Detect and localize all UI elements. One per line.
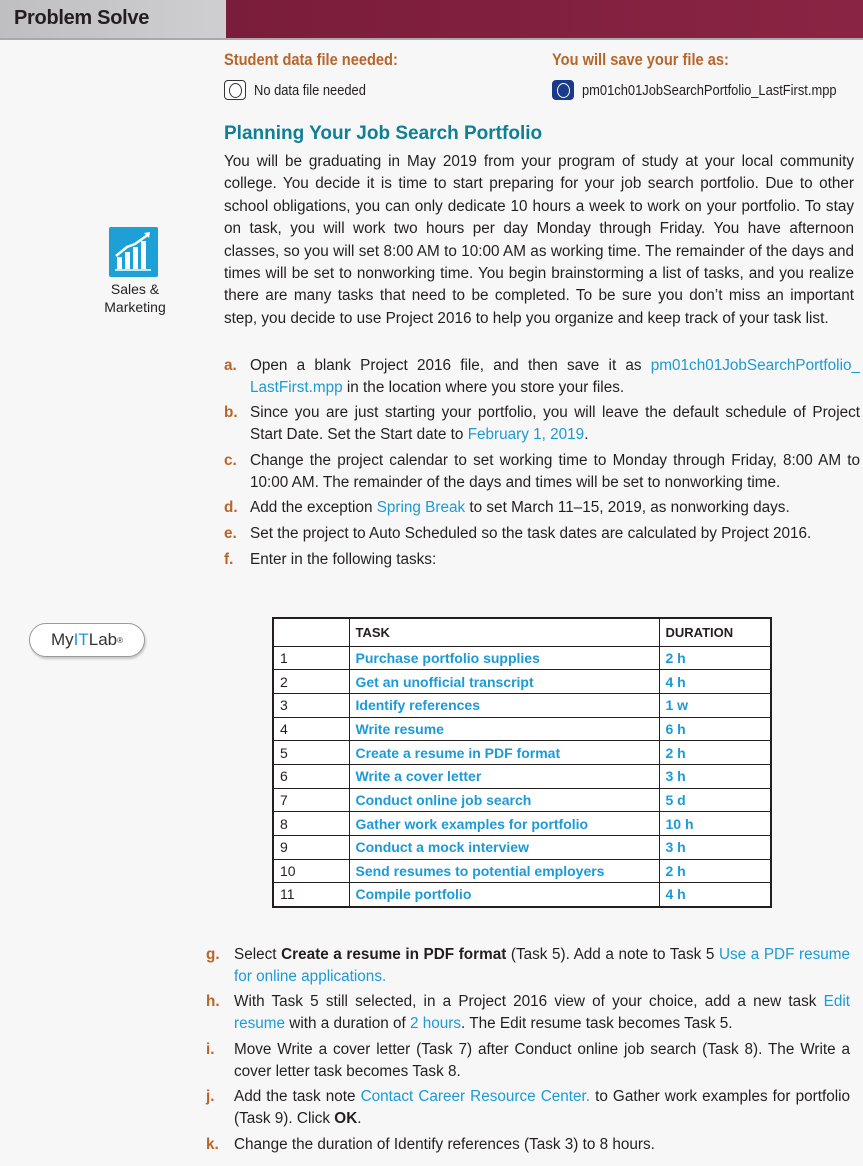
intro-paragraph: You will be graduating in May 2019 from your program of study at your local community college. You decide it is time to start preparing for your job search portfolio. Due to other school obligations, you can only dedicate 10 hours a week to work on your portfolio. To stay on task, you will work two hours per day Monday through Friday. You have afternoon classes, so you will set 8:00 AM to 10:00 AM as working time. The remainder of the days and times will be set to nonworking time. You begin brainstorming a list of tasks, and you realize there are many tasks that need to be completed. To be sure you don’t miss an important step, you decide to use Project 2016 to help you organize and keep track of your task list. — [224, 153, 854, 327]
step-e: e. Set the project to Auto Scheduled so the task dates are calculated by Project 2016. — [224, 524, 812, 542]
badge-prefix: My — [50, 630, 74, 649]
step-k: k. Change the duration of Identify references (Task 3) to 8 hours. — [206, 1135, 655, 1153]
table-row: 6 Write a cover letter 3 h — [273, 764, 771, 788]
table-row: 7 Conduct online job search 5 d — [273, 788, 771, 812]
save-filename-link: pm01ch01JobSearchPortfolio_ LastFirst.mpp — [250, 357, 860, 396]
data-file-value — [224, 80, 384, 100]
section-title: Problem Solve — [14, 7, 150, 29]
page-title: Planning Your Job Search Portfolio — [224, 123, 543, 144]
save-file-value — [552, 80, 863, 100]
step-f: f. Enter in the following tasks: — [224, 550, 437, 568]
myitlab-badge[interactable] — [29, 623, 145, 657]
task-table — [272, 617, 772, 908]
section-header-label-area — [0, 0, 226, 38]
col-header-task: TASK — [349, 618, 659, 646]
table-row: 5 Create a resume in PDF format 2 h — [273, 741, 771, 765]
table-header-row — [273, 618, 771, 646]
badge-suffix: Lab — [88, 630, 118, 649]
data-file-icon — [224, 80, 246, 100]
table-row: 3 Identify references 1 w — [273, 693, 771, 717]
data-file-text: No data file needed — [254, 81, 366, 99]
step-d: d. Add the exception Spring Break to set March 11–15, 2019, as nonworking days. — [224, 499, 790, 517]
col-header-duration: DURATION — [659, 618, 771, 646]
table-row: 1 Purchase portfolio supplies 2 h — [273, 646, 771, 670]
table-row: 4 Write resume 6 h — [273, 717, 771, 741]
step-a: a. Open a blank Project 2016 file, and then save it as pm01ch01JobSearchPortfolio_ LastFirst.mpp in the location where you store your files. — [224, 357, 860, 396]
save-file-text: pm01ch01JobSearchPortfolio_LastFirst.mpp — [582, 81, 837, 99]
steps-list-a-f — [224, 355, 860, 574]
section-header-bar — [226, 0, 863, 38]
save-file-heading: You will save your file as: — [552, 50, 729, 69]
step-b: b. Since you are just starting your portfolio, you will leave the default schedule of Project Start Date. Set the Start date to February 1, 2019. — [224, 404, 860, 444]
header-divider — [0, 38, 863, 40]
step-i: i. Move Write a cover letter (Task 7) after Conduct online job search (Task 8). The Write a cover letter task becomes Task 8. — [206, 1040, 850, 1080]
step-h: h. With Task 5 still selected, in a Project 2016 view of your choice, add a new task Edit resume with a duration of 2 hours. The Edit resume task becomes Task 5. — [206, 993, 850, 1033]
step-j: j. Add the task note Contact Career Resource Center. to Gather work examples for portfolio (Task 9). Click OK. — [206, 1088, 851, 1127]
section-header — [0, 0, 863, 38]
data-file-heading: Student data file needed: — [224, 50, 398, 69]
step-g: g. Select Create a resume in PDF format (Task 5). Add a note to Task 5 Use a PDF resume for online applications. — [206, 946, 851, 985]
badge-it: IT — [73, 630, 89, 649]
table-row: 8 Gather work examples for portfolio 10 h — [273, 812, 771, 836]
step-c: c. Change the project calendar to set working time to Monday through Friday, 8:00 AM to 10:00 AM. The remainder of the days and times will be set to nonworking time. — [224, 451, 860, 491]
steps-list-g-k — [206, 944, 850, 1159]
table-row: 2 Get an unofficial transcript 4 h — [273, 670, 771, 694]
category-label: Sales & Marketing — [104, 281, 166, 315]
table-row: 9 Conduct a mock interview 3 h — [273, 836, 771, 860]
table-row: 10 Send resumes to potential employers 2 h — [273, 859, 771, 883]
badge-registered: ® — [117, 635, 124, 645]
sales-marketing-chart-icon — [109, 227, 158, 277]
save-file-icon — [552, 80, 574, 100]
col-header-id — [273, 618, 349, 646]
table-row: 11 Compile portfolio 4 h — [273, 883, 771, 907]
